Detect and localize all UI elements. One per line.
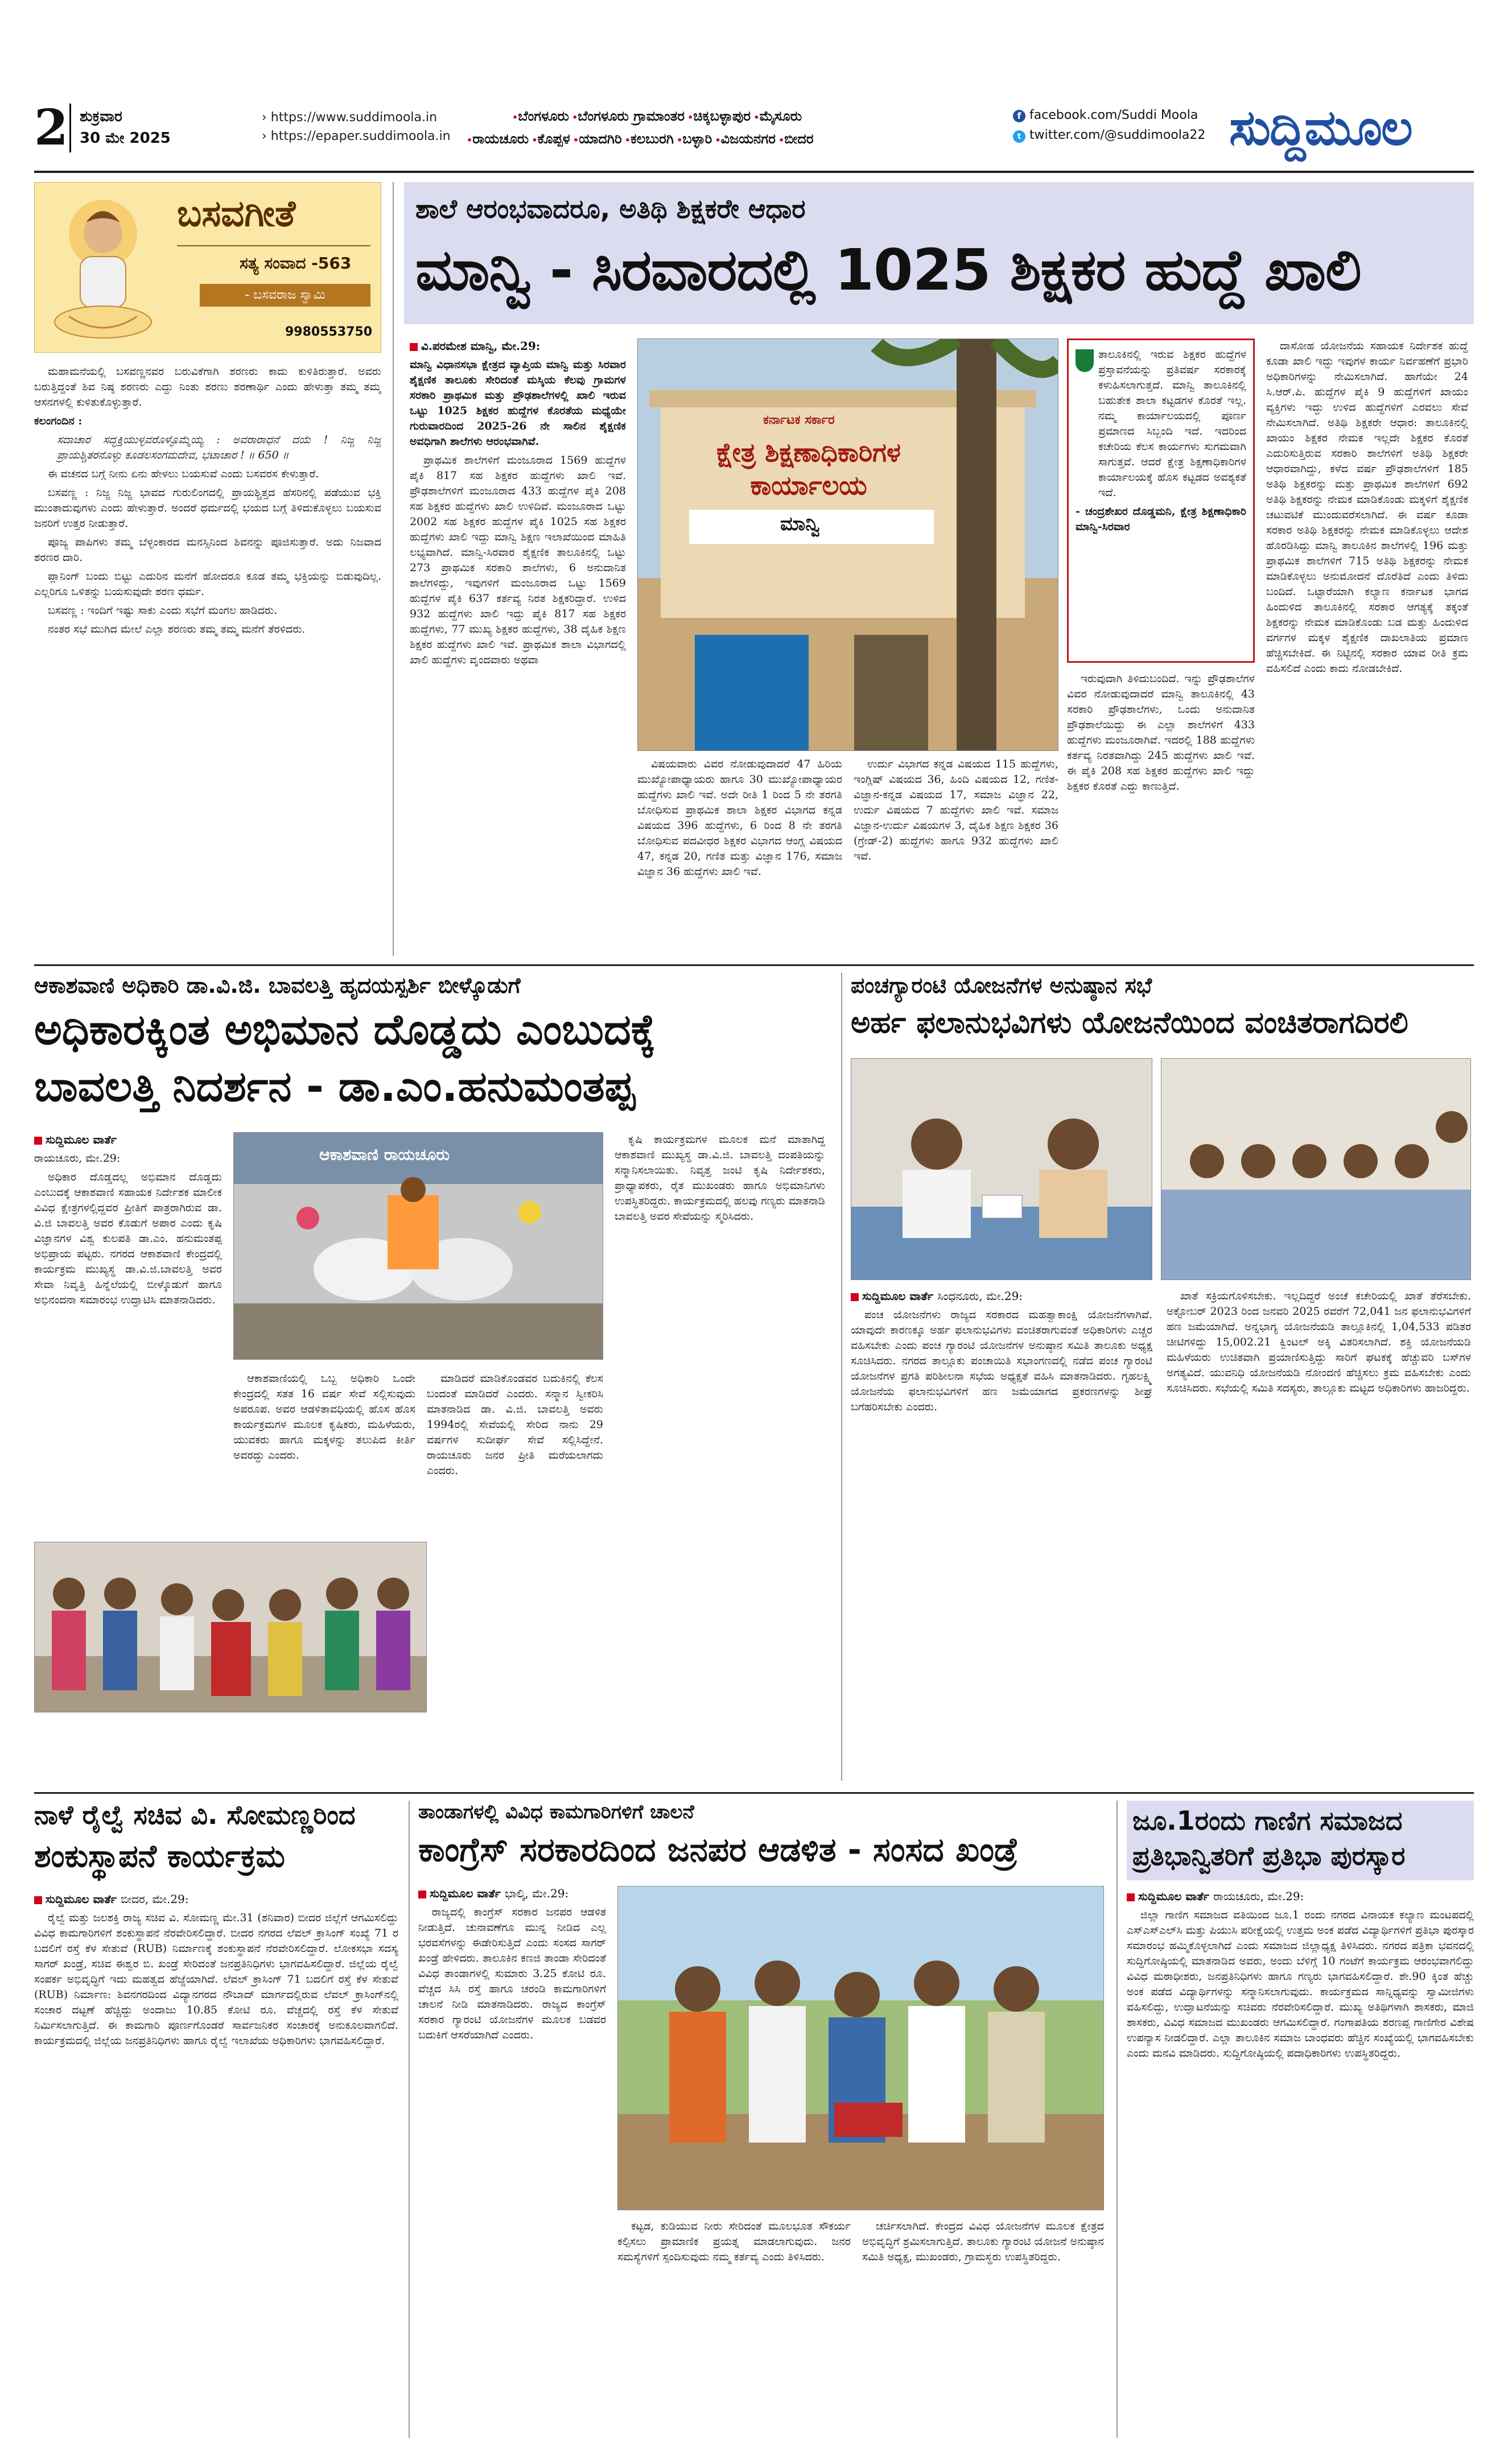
congress-article <box>418 1801 1107 2438</box>
lead-col5 <box>1266 339 1468 950</box>
page-number: 2 <box>34 99 68 156</box>
akashavani-photo-group <box>34 1542 427 1712</box>
group-photo-icon <box>35 1542 427 1712</box>
bullet-icon <box>34 1137 42 1145</box>
congress-col3 <box>862 2219 1104 2438</box>
lead-photo-office <box>637 339 1058 751</box>
quote-icon <box>1076 349 1094 372</box>
paragraph: ಮಾಡಿದರೆ ಮಾಡಿಕೊಂಡವರ ಬದುಕಿನಲ್ಲಿ ಕೆಲಸ ಬಂದಂತೆ ಮಾಡಿದರೆ ಎಂದರು. ಸನ್ಮಾನ ಸ್ವೀಕರಿಸಿ ಮಾತನಾಡಿದ ಡಾ. ವಿ.ಜಿ. ಬಾವಲತ್ತಿ ಅವರು 1994ರಲ್ಲಿ ಸೇವೆಯಲ್ಲಿ ಸೇರಿದ ನಾನು 29 ವರ್ಷಗಳ ಸುದೀರ್ಘ ಸೇವೆ ಸಲ್ಲಿಸಿದ್ದೇನೆ. ರಾಯಚೂರು ಜನರ ಪ್ರೀತಿ ಮರೆಯಲಾಗದು ಎಂದರು. <box>427 1372 603 1477</box>
city-list-row1: •ಬೆಂಗಳೂರು •ಬೆಂಗಳೂರು ಗ್ರಾಮಾಂತರ •ಚಿಕ್ಕಬಳ್ಳಾಪುರ •ಮೈಸೂರು <box>512 108 802 124</box>
city-item: ಬೆಂಗಳೂರು ಗ್ರಾಮಾಂತರ <box>578 108 685 124</box>
paragraph: ಈ ವಚನದ ಬಗ್ಗೆ ನೀನು ಏನು ಹೇಳಲು ಬಯಸುವೆ ಎಂದು ಬಸವರಸ ಕೇಳುತ್ತಾರೆ. <box>48 468 319 480</box>
dateline: ರಾಯಚೂರು, ಮೇ.29: <box>34 1152 121 1165</box>
lead-col1 <box>410 339 626 950</box>
basava-title: ಬಸವಗೀತೆ <box>177 193 296 235</box>
inauguration-photo-icon <box>618 1887 1104 2210</box>
paragraph: ನಂತರ ಸಭೆ ಮುಗಿದ ಮೇಲೆ ಎಲ್ಲಾ ಶರಣರು ತಮ್ಮ ತಮ್ಮ ಮನೆಗೆ ತೆರಳಿದರು. <box>48 623 306 635</box>
twitter-link[interactable]: t twitter.com/@suddimoola22 <box>1013 128 1205 143</box>
ganiga-body: ಸುದ್ದಿಮೂಲ ವಾರ್ತೆ ರಾಯಚೂರು, ಮೇ.29: ಜಿಲ್ಲಾ ಗಾಣಿಗ ಸಮಾಜದ ವತಿಯಿಂದ ಜೂ.1 ರಂದು ನಗರದ ವಿನಾಯಕ ಕಲ್ಯಾಣ ಮಂಟಪದಲ್ಲಿ ಎಸ್‌ಎಸ್‌ಎಲ್‌ಸಿ ಮತ್ತು ಪಿಯುಸಿ ಪರೀಕ್ಷೆಯಲ್ಲಿ ಉತ್ತಮ ಅಂಕ ಪಡೆದ ವಿದ್ಯಾರ್ಥಿಗಳಿಗೆ ಪ್ರತಿಭಾ ಪುರಸ್ಕಾರ ಸಮಾರಂಭ ಹಮ್ಮಿಕೊಳ್ಳಲಾಗಿದೆ ಎಂದು ಸಮಾಜದ ಜಿಲ್ಲಾಧ್ಯಕ್ಷ ತಿಳಿಸಿದರು. ನಗರದ ಪತ್ರಿಕಾ ಭವನದಲ್ಲಿ ಸುದ್ದಿಗೋಷ್ಠಿಯಲ್ಲಿ ಮಾತನಾಡಿದ ಅವರು, ಅಂದು ಬೆಳಿಗ್ಗೆ 10 ಗಂಟೆಗೆ ಕಾರ್ಯಕ್ರಮ ಆರಂಭವಾಗಲಿದ್ದು ವಿವಿಧ ಮಠಾಧೀಶರು, ಜನಪ್ರತಿನಿಧಿಗಳು ಹಾಗೂ ಗಣ್ಯರು ಭಾಗವಹಿಸಲಿದ್ದಾರೆ. ಶೇ.90 ಕ್ಕಿಂತ ಹೆಚ್ಚು ಅಂಕ ಪಡೆದ ವಿದ್ಯಾರ್ಥಿಗಳನ್ನು ಸನ್ಮಾನಿಸಲಾಗುವುದು. ಕಾರ್ಯಕ್ರಮದ ಸಾನ್ನಿಧ್ಯವನ್ನು ಸ್ವಾಮೀಜಿಗಳು ವಹಿಸಲಿದ್ದು, ಉದ್ಘಾಟನೆಯನ್ನು ಸಚಿವರು ನೆರವೇರಿಸಲಿದ್ದಾರೆ. ಮುಖ್ಯ ಅತಿಥಿಗಳಾಗಿ ಶಾಸಕರು, ಮಾಜಿ ಶಾಸಕರು, ವಿವಿಧ ಸಮಾಜದ ಮುಖಂಡರು ಆಗಮಿಸಲಿದ್ದಾರೆ. ಗಂಗಾಪತಿಯ ಶರಣಪ್ಪ ಗಾಣಿಗೇರ ವಿಶೇಷ ಉಪನ್ಯಾಸ ನೀಡಲಿದ್ದಾರೆ. ಎಲ್ಲಾ ತಾಲೂಕಿನ ಸಮಾಜ ಬಾಂಧವರು ಹೆಚ್ಚಿನ ಸಂಖ್ಯೆಯಲ್ಲಿ ಭಾಗವಹಿಸಬೇಕು ಎಂದು ಮನವಿ ಮಾಡಿದರು. ಸುದ್ದಿಗೋಷ್ಠಿಯಲ್ಲಿ ಪದಾಧಿಕಾರಿಗಳು ಉಪಸ್ಥಿತರಿದ್ದರು. <box>1127 1889 1474 2438</box>
paragraph: ಕಲಂಗಂದಿನ : <box>34 415 83 427</box>
guarantee-col1: ಸುದ್ದಿಮೂಲ ವಾರ್ತೆ ಸಿಂಧನೂರು, ಮೇ.29: ಪಂಚ ಯೋಜನೆಗಳು ರಾಜ್ಯದ ಸರಕಾರದ ಮಹತ್ವಾಕಾಂಕ್ಷಿ ಯೋಜನೆಗಳಾಗಿವೆ. ಯಾವುದೇ ಕಾರಣಕ್ಕೂ ಅರ್ಹ ಫಲಾನುಭವಿಗಳು ವಂಚಿತರಾಗುವಂತೆ ಅಧಿಕಾರಿಗಳು ಎಚ್ಚರ ವಹಿಸಬೇಕು ಎಂದು ಪಂಚ ಗ್ಯಾರಂಟಿ ಯೋಜನೆಗಳ ಅನುಷ್ಠಾನ ಸಮಿತಿ ತಾಲೂಕು ಅಧ್ಯಕ್ಷ ಸೂಚಿಸಿದರು. ನಗರದ ತಾಲ್ಲೂಕು ಪಂಚಾಯಿತಿ ಸಭಾಂಗಣದಲ್ಲಿ ನಡೆದ ಪಂಚ ಗ್ಯಾರಂಟಿ ಯೋಜನೆಗಳ ಪ್ರಗತಿ ಪರಿಶೀಲನಾ ಸಭೆಯ ಅಧ್ಯಕ್ಷತೆ ವಹಿಸಿ ಮಾತನಾಡಿದರು. ಗೃಹಲಕ್ಷ್ಮಿ ಯೋಜನೆಯ ಫಲಾನುಭವಿಗಳಿಗೆ ಹಣ ಜಮೆಯಾಗದ ಪ್ರಕರಣಗಳನ್ನು ಶೀಘ್ರ ಬಗೆಹರಿಸಬೇಕು ಎಂದರು. <box>851 1289 1152 1775</box>
paragraph: ಪ್ಲಾನಿಂಗ್ ಬಂದು ಬಿಟ್ಟು ಎದುರಿನ ಮನೆಗೆ ಹೋದರೂ ಕೂಡ ತಮ್ಮ ಭಕ್ತಿಯನ್ನು ಬಿಡುವುದಿಲ್ಲ. ಎಲ್ಲರಿಗೂ ಒಳಿತನ್ನು ಬಯಸುವುದೇ ಶರಣ ಧರ್ಮ. <box>34 570 381 598</box>
lead-col4 <box>1067 671 1255 950</box>
office-sign: ಕ್ಷೇತ್ರ ಶಿಕ್ಷಣಾಧಿಕಾರಿಗಳ ಕಾರ್ಯಾಲಯ <box>716 437 901 501</box>
basava-header <box>34 182 381 353</box>
office-sign-small: ಕರ್ನಾಟಕ ಸರ್ಕಾರ <box>763 413 835 427</box>
akashavani-article <box>34 973 831 1781</box>
guarantee-col2 <box>1167 1289 1471 1775</box>
bullock-cart-photo-icon <box>234 1133 603 1360</box>
city-item: ವಿಜಯನಗರ <box>720 131 776 147</box>
basava-geete-box <box>34 182 381 956</box>
paragraph: ವಿಷಯವಾರು ವಿವರ ನೋಡುವುದಾದರೆ 47 ಹಿರಿಯ ಮುಖ್ಯೋಪಾಧ್ಯಾಯರು ಹಾಗೂ 30 ಮುಖ್ಯೋಪಾಧ್ಯಾಯರ ಹುದ್ದೆಗಳು ಖಾಲಿ ಇವೆ. ಅದೇ ರೀತಿ 1 ರಿಂದ 5 ನೇ ತರಗತಿ ಬೋಧಿಸುವ ಪ್ರಾಥಮಿಕ ಶಾಲಾ ಶಿಕ್ಷಕರ ವಿಭಾಗದ ಕನ್ನಡ ವಿಷಯದ 396 ಹುದ್ದೆಗಳು, 6 ರಿಂದ 8 ನೇ ತರಗತಿ ಬೋಧಿಸುವ ಪದವೀಧರ ಶಿಕ್ಷಕರ ವಿಭಾಗದ ಆಂಗ್ಲ ವಿಷಯದ 47, ಕನ್ನಡ 20, ಗಣಿತ ಮತ್ತು ವಿಜ್ಞಾನ 176, ಸಮಾಜ ವಿಜ್ಞಾನ 36 ಹುದ್ದೆಗಳು ಖಾಲಿ ಇವೆ. <box>637 758 842 878</box>
lead-intro: ಮಾನ್ವಿ ವಿಧಾನಸಭಾ ಕ್ಷೇತ್ರದ ವ್ಯಾಪ್ತಿಯ ಮಾನ್ವಿ ಮತ್ತು ಸಿರವಾರ ಶೈಕ್ಷಣಿಕ ತಾಲೂಕು ಸೇರಿದಂತೆ ಮಸ್ಕಿಯ ಕೆಲವು ಗ್ರಾಮಗಳ ಸರಕಾರಿ ಪ್ರಾಥಮಿಕ ಮತ್ತು ಪ್ರೌಢಶಾಲೆಗಳಲ್ಲಿ ಖಾಲಿ ಇರುವ ಒಟ್ಟು 1025 ಶಿಕ್ಷಕರ ಹುದ್ದೆಗಳ ಕೊರತೆಯ ಮಧ್ಯೆಯೇ ಗುರುವಾರದಿಂದ 2025-26 ನೇ ಸಾಲಿನ ಶೈಕ್ಷಣಿಕ ಅವಧಿಗಾಗಿ ಶಾಲೆಗಳು ಆರಂಭವಾಗಿವೆ. <box>410 358 626 448</box>
akashavani-col2 <box>233 1371 415 1536</box>
lead-col2 <box>637 757 842 950</box>
guarantee-photo-meeting-1 <box>851 1058 1152 1280</box>
city-item: ಬೆಂಗಳೂರು <box>518 108 569 124</box>
lead-byline: ವಿ.ಪರಮೇಶ ಮಾನ್ವಿ, ಮೇ.29: <box>410 339 626 354</box>
bullet-icon <box>1127 1893 1135 1901</box>
paragraph: ರೈಲ್ವೆ ಮತ್ತು ಜಲಶಕ್ತಿ ರಾಜ್ಯ ಸಚಿವ ವಿ. ಸೋಮಣ್ಣ ಮೇ.31 (ಶನಿವಾರ) ಬೀದರ ಜಿಲ್ಲೆಗೆ ಆಗಮಿಸಲಿದ್ದು ವಿವಿಧ ಕಾಮಗಾರಿಗಳಿಗೆ ಶಂಕುಸ್ಥಾಪನೆ ನೆರವೇರಿಸಲಿದ್ದಾರೆ. ಬೀದರ ನಗರದ ಲೆವಲ್ ಕ್ರಾಸಿಂಗ್ ಸಂಖ್ಯೆ 71 ರ ಬದಲಿಗೆ ರಸ್ತೆ ಕೆಳ ಸೇತುವೆ (RUB) ನಿರ್ಮಾಣಕ್ಕೆ ಶಂಕುಸ್ಥಾಪನೆ ನೆರವೇರಿಸಲಿದ್ದಾರೆ. ಲೋಕಸಭಾ ಸದಸ್ಯ ಸಾಗರ್ ಖಂಡ್ರೆ, ಸಚಿವ ಈಶ್ವರ ಬಿ. ಖಂಡ್ರೆ ಸೇರಿದಂತೆ ಜನಪ್ರತಿನಿಧಿಗಳು ಭಾಗವಹಿಸಲಿದ್ದಾರೆ. ಜಿಲ್ಲೆಯ ರೈಲ್ವೆ ಸಂಪರ್ಕ ಅಭಿವೃದ್ಧಿಗೆ ಇದು ಮಹತ್ವದ ಹೆಜ್ಜೆಯಾಗಿದೆ. ಲೆವಲ್ ಕ್ರಾಸಿಂಗ್ 71 ಬದಲಿಗೆ ರಸ್ತೆ ಕೆಳ ಸೇತುವೆ (RUB) ನಿರ್ಮಾಣ: ಶಿವನಗರದಿಂದ ವಿದ್ಯಾನಗರದ ನೌಬಾದ್ ಮಾರ್ಗದಲ್ಲಿರುವ ಲೆವಲ್ ಕ್ರಾಸಿಂಗ್‌ನಲ್ಲಿ ಸಂಚಾರ ದಟ್ಟಣೆ ಹೆಚ್ಚಿದ್ದು ಅಂದಾಜು 10.85 ಕೋಟಿ ರೂ. ವೆಚ್ಚದಲ್ಲಿ ರಸ್ತೆ ಕೆಳ ಸೇತುವೆ ನಿರ್ಮಿಸಲಾಗುತ್ತಿದೆ. ಈ ಕಾಮಗಾರಿ ಪೂರ್ಣಗೊಂಡರೆ ಸಾರ್ವಜನಿಕರ ಸಂಚಾರಕ್ಕೆ ಅನುಕೂಲವಾಗಲಿದೆ. ಕಾರ್ಯಕ್ರಮದಲ್ಲಿ ಜಿಲ್ಲೆಯ ಜನಪ್ರತಿನಿಧಿಗಳು ಹಾಗೂ ರೈಲ್ವೆ ಇಲಾಖೆಯ ಅಧಿಕಾರಿಗಳು ಭಾಗವಹಿಸಲಿದ್ದಾರೆ. <box>34 1912 398 2047</box>
basavanna-portrait-icon <box>46 188 160 348</box>
guarantee-photo-meeting-2 <box>1161 1058 1471 1280</box>
basava-phone: 9980553750 <box>285 325 373 339</box>
akashavani-col4 <box>615 1132 825 1769</box>
ganiga-headline-1: ಜೂ.1ರಂದು ಗಾಣಿಗ ಸಮಾಜದ <box>1132 1805 1403 1836</box>
paragraph: ಜಿಲ್ಲಾ ಗಾಣಿಗ ಸಮಾಜದ ವತಿಯಿಂದ ಜೂ.1 ರಂದು ನಗರದ ವಿನಾಯಕ ಕಲ್ಯಾಣ ಮಂಟಪದಲ್ಲಿ ಎಸ್‌ಎಸ್‌ಎಲ್‌ಸಿ ಮತ್ತು ಪಿಯುಸಿ ಪರೀಕ್ಷೆಯಲ್ಲಿ ಉತ್ತಮ ಅಂಕ ಪಡೆದ ವಿದ್ಯಾರ್ಥಿಗಳಿಗೆ ಪ್ರತಿಭಾ ಪುರಸ್ಕಾರ ಸಮಾರಂಭ ಹಮ್ಮಿಕೊಳ್ಳಲಾಗಿದೆ ಎಂದು ಸಮಾಜದ ಜಿಲ್ಲಾಧ್ಯಕ್ಷ ತಿಳಿಸಿದರು. ನಗರದ ಪತ್ರಿಕಾ ಭವನದಲ್ಲಿ ಸುದ್ದಿಗೋಷ್ಠಿಯಲ್ಲಿ ಮಾತನಾಡಿದ ಅವರು, ಅಂದು ಬೆಳಿಗ್ಗೆ 10 ಗಂಟೆಗೆ ಕಾರ್ಯಕ್ರಮ ಆರಂಭವಾಗಲಿದ್ದು ವಿವಿಧ ಮಠಾಧೀಶರು, ಜನಪ್ರತಿನಿಧಿಗಳು ಹಾಗೂ ಗಣ್ಯರು ಭಾಗವಹಿಸಲಿದ್ದಾರೆ. ಶೇ.90 ಕ್ಕಿಂತ ಹೆಚ್ಚು ಅಂಕ ಪಡೆದ ವಿದ್ಯಾರ್ಥಿಗಳನ್ನು ಸನ್ಮಾನಿಸಲಾಗುವುದು. ಕಾರ್ಯಕ್ರಮದ ಸಾನ್ನಿಧ್ಯವನ್ನು ಸ್ವಾಮೀಜಿಗಳು ವಹಿಸಲಿದ್ದು, ಉದ್ಘಾಟನೆಯನ್ನು ಸಚಿವರು ನೆರವೇರಿಸಲಿದ್ದಾರೆ. ಮುಖ್ಯ ಅತಿಥಿಗಳಾಗಿ ಶಾಸಕರು, ಮಾಜಿ ಶಾಸಕರು, ವಿವಿಧ ಸಮಾಜದ ಮುಖಂಡರು ಆಗಮಿಸಲಿದ್ದಾರೆ. ಗಂಗಾಪತಿಯ ಶರಣಪ್ಪ ಗಾಣಿಗೇರ ವಿಶೇಷ ಉಪನ್ಯಾಸ ನೀಡಲಿದ್ದಾರೆ. ಎಲ್ಲಾ ತಾಲೂಕಿನ ಸಮಾಜ ಬಾಂಧವರು ಹೆಚ್ಚಿನ ಸಂಖ್ಯೆಯಲ್ಲಿ ಭಾಗವಹಿಸಬೇಕು ಎಂದು ಮನವಿ ಮಾಡಿದರು. ಸುದ್ದಿಗೋಷ್ಠಿಯಲ್ಲಿ ಪದಾಧಿಕಾರಿಗಳು ಉಪಸ್ಥಿತರಿದ್ದರು. <box>1127 1909 1474 2059</box>
newspaper-logo: ಸುದ್ದಿಮೂಲ <box>1229 100 1412 156</box>
city-item: ಬೀದರ <box>784 131 814 147</box>
railway-headline-2: ಶಂಕುಸ್ಥಾಪನೆ ಕಾರ್ಯಕ್ರಮ <box>34 1838 285 1874</box>
paragraph: ಖಾತೆ ಸಕ್ರಿಯಗೊಳಿಸಬೇಕು. ಇಲ್ಲದಿದ್ದರೆ ಅಂಚೆ ಕಚೇರಿಯಲ್ಲಿ ಖಾತೆ ತೆರೆಸಬೇಕು. ಅಕ್ಟೋಬರ್ 2023 ರಿಂದ ಜನವರಿ 2025 ರವರೆಗೆ 72,041 ಜನ ಫಲಾನುಭವಿಗಳಿಗೆ ಹಣ ಜಮೆಯಾಗಿದೆ. ಅನ್ನಭಾಗ್ಯ ಯೋಜನೆಯಡಿ ತಾಲ್ಲೂಕಿನಲ್ಲಿ 1,04,533 ಪಡಿತರ ಚೀಟಿಗಳಿದ್ದು 15,002.21 ಕ್ವಿಂಟಲ್ ಅಕ್ಕಿ ವಿತರಿಸಲಾಗಿದೆ. ಶಕ್ತಿ ಯೋಜನೆಯಡಿ ಮಹಿಳೆಯರು ಉಚಿತವಾಗಿ ಪ್ರಯಾಣಿಸುತ್ತಿದ್ದು ಸಾರಿಗೆ ಘಟಕಕ್ಕೆ ಹೆಚ್ಚುವರಿ ಬಸ್‌ಗಳ ಅಗತ್ಯವಿದೆ. ಯುವನಿಧಿ ಯೋಜನೆಯಡಿ ನೋಂದಣಿ ಹೆಚ್ಚಿಸಲು ಕ್ರಮ ವಹಿಸಬೇಕು ಎಂದು ಸೂಚಿಸಿದರು. ಸಭೆಯಲ್ಲಿ ಸಮಿತಿ ಸದಸ್ಯರು, ತಾಲ್ಲೂಕು ಮಟ್ಟದ ಅಧಿಕಾರಿಗಳು ಹಾಜರಿದ್ದರು. <box>1167 1290 1471 1394</box>
railway-headline-1: ನಾಳೆ ರೈಲ್ವೆ ಸಚಿವ ವಿ. ಸೋಮಣ್ಣರಿಂದ <box>34 1799 356 1830</box>
issue-day: ಶುಕ್ರವಾರ <box>80 108 122 125</box>
bullet-icon <box>410 343 418 351</box>
lead-quote: ತಾಲೂಕಿನಲ್ಲಿ ಇರುವ ಶಿಕ್ಷಕರ ಹುದ್ದೆಗಳ ಪ್ರಸ್ತಾವನೆಯನ್ನು ಪ್ರತಿವರ್ಷ ಸರಕಾರಕ್ಕೆ ಕಳುಹಿಸಲಾಗುತ್ತದೆ. ಮಾನ್ವಿ ತಾಲೂಕಿನಲ್ಲಿ ಬಹುತೇಕ ಶಾಲಾ ಕಟ್ಟಡಗಳ ಕೊರತೆ ಇಲ್ಲ. ನಮ್ಮ ಕಾರ್ಯಾಲಯದಲ್ಲಿ ಪೂರ್ಣ ಪ್ರಮಾಣದ ಸಿಬ್ಬಂದಿ ಇದೆ. ಇದರಿಂದ ಕಚೇರಿಯ ಕೆಲಸ ಕಾರ್ಯಗಳು ಸುಗಮವಾಗಿ ಸಾಗುತ್ತವೆ. ಆದರೆ ಕ್ಷೇತ್ರ ಶಿಕ್ಷಣಾಧಿಕಾರಿಗಳ ಕಾರ್ಯಾಲಯಕ್ಕೆ ಹೊಸ ಕಟ್ಟಡದ ಅವಶ್ಯಕತೆ ಇದೆ. <box>1098 348 1246 499</box>
paragraph: ದಾಸೋಹ ಯೋಜನೆಯ ಸಹಾಯಕ ನಿರ್ದೇಶಕ ಹುದ್ದೆ ಕೂಡಾ ಖಾಲಿ ಇದ್ದು ಇವುಗಳ ಕಾರ್ಯ ನಿರ್ವಹಣೆಗೆ ಪ್ರಭಾರಿ ಅಧಿಕಾರಿಗಳನ್ನು ನೇಮಿಸಲಾಗಿದೆ. ಹಾಗೆಯೇ 24 ಸಿ.ಆರ್.ಪಿ. ಹುದ್ದೆಗಳ ಪೈಕಿ 9 ಹುದ್ದೆಗಳಿಗೆ ಖಾಯಂ ವ್ಯಕ್ತಿಗಳು ಇದ್ದು ಉಳಿದ ಹುದ್ದೆಗಳಿಗೆ ಎರವಲು ಸೇವೆ ನೇಮಿಸಲಾಗಿದೆ. ಅತಿಥಿ ಶಿಕ್ಷಕರೇ ಆಧಾರ: ತಾಲೂಕಿನಲ್ಲಿ ಖಾಯಂ ಶಿಕ್ಷಕರ ನೇಮಕ ಇಲ್ಲದೇ ಶಿಕ್ಷಕರ ಕೊರತೆ ಎದುರಿಸುತ್ತಿರುವ ಸರಕಾರಿ ಶಾಲೆಗಳಿಗೆ ಅತಿಥಿ ಶಿಕ್ಷಕರೇ ಆಧಾರವಾಗಿದ್ದು, ಕಳೆದ ವರ್ಷ ಪ್ರೌಢಶಾಲೆಗಳಿಗೆ 185 ಅತಿಥಿ ಶಿಕ್ಷಕರನ್ನು ಮತ್ತು ಪ್ರಾಥಮಿಕ ಶಾಲೆಗಳಿಗೆ 692 ಅತಿಥಿ ಶಿಕ್ಷಕರನ್ನು ನೇಮಕ ಮಾಡಿಕೊಂಡು ಮಕ್ಕಳಿಗೆ ಶೈಕ್ಷಣಿಕ ಚಟುವಟಿಕೆ ಮುಂದುವರೆಸಲಾಗಿದೆ. ಈ ವರ್ಷ ಕೂಡಾ ಸರಕಾರ ಅತಿಥಿ ಶಿಕ್ಷಕರನ್ನು ನೇಮಕ ಮಾಡಿಕೊಳ್ಳಲು ಆದೇಶ ಹೊರಡಿಸಿದ್ದು ಮಾನ್ವಿ ತಾಲೂಕಿನ ಶಾಲೆಗಳಲ್ಲಿ 196 ಮತ್ತು ಪ್ರಾಥಮಿಕ ಶಾಲೆಗಳಿಗೆ 715 ಅತಿಥಿ ಶಿಕ್ಷಕರನ್ನು ನೇಮಕ ಮಾಡಿಕೊಳ್ಳಲು ಅನುಮೋದನೆ ದೊರೆತಿದೆ ಎಂದು ತಿಳಿದು ಬಂದಿದೆ. ಒಟ್ಟಾರೆಯಾಗಿ ಕಲ್ಯಾಣ ಕರ್ನಾಟಕ ಭಾಗದ ಹಿಂದುಳಿದ ತಾಲೂಕಿನಲ್ಲಿ ಸರಕಾರ ಆಗತ್ಯಕ್ಕೆ ತಕ್ಕಂತೆ ಶಿಕ್ಷಕರನ್ನು ನೇಮಕ ಮಾಡಿಕೊಂಡು ಬಡ ಮತ್ತು ಹಿಂದುಳಿದ ವರ್ಗಗಳ ಮಕ್ಕಳ ಶೈಕ್ಷಣಿಕ ದಾಖಲಾತಿಯ ಪ್ರಮಾಣ ಹೆಚ್ಚಿಸಬೇಕಿದೆ. ಈ ನಿಟ್ಟಿನಲ್ಲಿ ಸರಕಾರ ಯಾವ ರೀತಿ ಕ್ರಮ ವಹಿಸಲಿದೆ ಎಂದು ಕಾದು ನೋಡಬೇಕಿದೆ. <box>1266 340 1468 675</box>
guarantee-kicker: ಪಂಚಗ್ಯಾರಂಟಿ ಯೋಜನೆಗಳ ಅನುಷ್ಠಾನ ಸಭೆ <box>851 973 1152 998</box>
guarantee-article <box>851 973 1474 1781</box>
twitter-icon: t <box>1013 130 1025 143</box>
akashavani-headline-1: ಅಧಿಕಾರಕ್ಕಿಂತ ಅಭಿಮಾನ ದೊಡ್ಡದು ಎಂಬುದಕ್ಕೆ <box>34 1005 656 1054</box>
lead-kicker: ಶಾಲೆ ಆರಂಭವಾದರೂ, ಅತಿಥಿ ಶಿಕ್ಷಕರೇ ಆಧಾರ <box>415 193 806 224</box>
akashavani-col1: ಸುದ್ದಿಮೂಲ ವಾರ್ತೆ ರಾಯಚೂರು, ಮೇ.29: ಅಧಿಕಾರ ದೊಡ್ಡದಲ್ಲ ಅಭಿಮಾನ ದೊಡ್ಡದು ಎಂಬುದಕ್ಕೆ ಆಕಾಶವಾಣಿ ಸಹಾಯಕ ನಿರ್ದೇಶಕ ಮಾಲೀಕ ವಿವಿಧ ಕ್ಷೇತ್ರಗಳಲ್ಲಿದ್ದವರ ಪ್ರೀತಿಗೆ ಪಾತ್ರರಾಗಿರುವ ಡಾ. ವಿ.ಜಿ ಬಾವಲತ್ತಿ ಅವರ ಕೊಡುಗೆ ಅಪಾರ ಎಂದು ಕೃಷಿ ವಿಜ್ಞಾನಗಳ ವಿಶ್ವ ಕುಲಪತಿ ಡಾ.ಎಂ. ಹನುಮಂತಪ್ಪ ಅಭಿಪ್ರಾಯ ಪಟ್ಟರು. ನಗರದ ಆಕಾಶವಾಣಿ ಕೇಂದ್ರದಲ್ಲಿ ಕಾರ್ಯಕ್ರಮ ಮುಖ್ಯಸ್ಥ ಡಾ.ವಿ.ಜಿ.ಬಾವಲತ್ತಿ ಅವರ ಸೇವಾ ನಿವೃತ್ತಿ ಹಿನ್ನೆಲೆಯಲ್ಲಿ ಬೀಳ್ಕೊಡುಗೆ ಹಾಗೂ ಅಭಿನಂದನಾ ಸಮಾರಂಭ ಉದ್ಘಾಟಿಸಿ ಮಾತನಾಡಿದರು. <box>34 1132 222 1781</box>
railway-article <box>34 1801 398 2438</box>
city-list-row2: •ರಾಯಚೂರು •ಕೊಪ್ಪಳ •ಯಾದಗಿರಿ •ಕಲಬುರಗಿ •ಬಳ್ಳಾರಿ •ವಿಜಯನಗರ •ಬೀದರ <box>467 131 814 147</box>
chevron-right-icon: › <box>262 129 271 143</box>
paragraph: ಉರ್ದು ವಿಭಾಗದ ಕನ್ನಡ ವಿಷಯದ 115 ಹುದ್ದೆಗಳು, ಇಂಗ್ಲಿಷ್ ವಿಷಯದ 36, ಹಿಂದಿ ವಿಷಯದ 12, ಗಣಿತ-ವಿಜ್ಞಾನ-ಕನ್ನಡ ವಿಷಯದ 17, ಸಮಾಜ ವಿಜ್ಞಾನ 22, ಉರ್ದು ವಿಷಯದ 7 ಹುದ್ದೆಗಳು ಖಾಲಿ ಇವೆ. ಸಮಾಜ ವಿಜ್ಞಾನ-ಉರ್ದು ವಿಷಯಗಳ 3, ದೈಹಿಕ ಶಿಕ್ಷಣ ಶಿಕ್ಷಕರ 36 (ಗ್ರೇಡ್-2) ಹುದ್ದೆಗಳು ಹಾಗೂ 932 ಹುದ್ದೆಗಳು ಖಾಲಿ ಇವೆ. <box>854 758 1058 862</box>
bullet-icon <box>851 1293 859 1301</box>
paragraph: ಆಕಾಶವಾಣಿಯಲ್ಲಿ ಒಬ್ಬ ಅಧಿಕಾರಿ ಒಂದೇ ಕೇಂದ್ರದಲ್ಲಿ ಸತತ 16 ವರ್ಷ ಸೇವೆ ಸಲ್ಲಿಸುವುದು ಅಪರೂಪ. ಅವರ ಆಡಳಿತಾವಧಿಯಲ್ಲಿ ಹೊಸ ಹೊಸ ಕಾರ್ಯಕ್ರಮಗಳ ಮೂಲಕ ಕೃಷಿಕರು, ಮಹಿಳೆಯರು, ಯುವಕರು ಹಾಗೂ ಮಕ್ಕಳನ್ನು ತಲುಪಿದ ಕೀರ್ತಿ ಅವರದ್ದು ಎಂದರು. <box>233 1372 415 1462</box>
paragraph: ಪ್ರಾಥಮಿಕ ಶಾಲೆಗಳಿಗೆ ಮಂಜೂರಾದ 1569 ಹುದ್ದೆಗಳ ಪೈಕಿ 817 ಸಹ ಶಿಕ್ಷಕರ ಹುದ್ದೆಗಳು ಖಾಲಿ ಇವೆ. ಪ್ರೌಢಶಾಲೆಗಳಿಗೆ ಮಂಜೂರಾದ 433 ಹುದ್ದೆಗಳ ಪೈಕಿ 208 ಸಹ ಶಿಕ್ಷಕರ ಹುದ್ದೆಗಳು ಖಾಲಿ ಉಳಿದಿವೆ. ಮಂಜೂರಾದ ಒಟ್ಟು 2002 ಸಹ ಶಿಕ್ಷಕರ ಹುದ್ದೆಗಳ ಪೈಕಿ 1025 ಸಹ ಶಿಕ್ಷಕರ ಹುದ್ದೆಗಳು ಖಾಲಿ ಇದ್ದು ಮಾನ್ವಿ ಶಿಕ್ಷಣ ಇಲಾಖೆಯಿಂದ ಮಾಹಿತಿ ಲಭ್ಯವಾಗಿದೆ. ಮಾನ್ವಿ-ಸಿರವಾರ ಶೈಕ್ಷಣಿಕ ತಾಲೂಕಿನಲ್ಲಿ ಒಟ್ಟು 273 ಪ್ರಾಥಮಿಕ ಸರಕಾರಿ ಶಾಲೆಗಳು, 6 ಅನುದಾನಿತ ಶಾಲೆಗಳಿದ್ದು, ಇವುಗಳಿಗೆ ಮಂಜೂರಾದ ಒಟ್ಟು 1569 ಹುದ್ದೆಗಳ ಪೈಕಿ 637 ಕರ್ತವ್ಯ ನಿರತ ಶಿಕ್ಷಕರಿದ್ದಾರೆ. ಉಳಿದ 932 ಹುದ್ದೆಗಳು ಖಾಲಿ ಇದ್ದು ಪೈಕಿ 817 ಸಹ ಶಿಕ್ಷಕರ ಹುದ್ದೆಗಳು, 77 ಮುಖ್ಯ ಶಿಕ್ಷಕರ ಹುದ್ದೆಗಳು, 38 ದೈಹಿಕ ಶಿಕ್ಷಣ ಶಿಕ್ಷಕರ ಹುದ್ದೆಗಳು ಖಾಲಿ ಇವೆ. ಪ್ರಾಥಮಿಕ ಶಾಲಾ ವಿಭಾಗದಲ್ಲಿ ಖಾಲಿ ಹುದ್ದೆಗಳು ವೃಂದವಾರು ಅಥವಾ <box>410 454 626 666</box>
congress-col2 <box>617 2219 851 2438</box>
city-item: ಕಲಬುರಗಿ <box>630 131 674 147</box>
congress-col1: ಸುದ್ದಿಮೂಲ ವಾರ್ತೆ ಭಾಲ್ಕಿ, ಮೇ.29: ರಾಜ್ಯದಲ್ಲಿ ಕಾಂಗ್ರೆಸ್ ಸರಕಾರ ಜನಪರ ಆಡಳಿತ ನೀಡುತ್ತಿದೆ. ಚುನಾವಣೆಗೂ ಮುನ್ನ ನೀಡಿದ ಎಲ್ಲ ಭರವಸೆಗಳನ್ನು ಈಡೇರಿಸುತ್ತಿದೆ ಎಂದು ಸಂಸದ ಸಾಗರ್ ಖಂಡ್ರೆ ಹೇಳಿದರು. ತಾಲೂಕಿನ ಕಣಜಿ ತಾಂಡಾ ಸೇರಿದಂತೆ ವಿವಿಧ ತಾಂಡಾಗಳಲ್ಲಿ ಸುಮಾರು 3.25 ಕೋಟಿ ರೂ. ವೆಚ್ಚದ ಸಿಸಿ ರಸ್ತೆ ಹಾಗೂ ಚರಂಡಿ ಕಾಮಗಾರಿಗಳಿಗೆ ಚಾಲನೆ ನೀಡಿ ಮಾತನಾಡಿದರು. ರಾಜ್ಯದ ಕಾಂಗ್ರೆಸ್ ಸರಕಾರ ಗ್ಯಾರಂಟಿ ಯೋಜನೆಗಳ ಮೂಲಕ ಬಡವರ ಬದುಕಿಗೆ ಆಸರೆಯಾಗಿದೆ ಎಂದರು. <box>418 1886 606 2438</box>
paragraph: ಸದಾಚಾರ ಸದ್ಭಕ್ತಿಯುಳ್ಳವರೊಳ್ಳೊಮ್ಮೆಯ್ಯ : ಅವರಾರಾಧನೆ ದಯೆ ! ನಿಜ್ಜ ನಿಜ್ಜ ಪ್ರಾಯಶ್ಚಿತರನೊಳ್ಳು ಕೂಡಲಸಂಗಮದೇವ, ಭಟಾಚಾರ ! ॥ 650 ॥ <box>57 434 381 461</box>
city-item: ಚಿಕ್ಕಬಳ್ಳಾಪುರ <box>693 108 751 124</box>
bullet-icon <box>34 1896 42 1904</box>
building-photo-icon <box>638 339 1058 751</box>
office-sign-sub: ಮಾನ್ವಿ <box>780 513 820 535</box>
akashavani-col3 <box>427 1371 603 1769</box>
masthead <box>34 97 1474 165</box>
congress-photo <box>617 1886 1104 2210</box>
facebook-link[interactable]: f facebook.com/Suddi Moola <box>1013 108 1205 122</box>
railway-body: ಸುದ್ದಿಮೂಲ ವಾರ್ತೆ ಬೀದರ, ಮೇ.29: ರೈಲ್ವೆ ಮತ್ತು ಜಲಶಕ್ತಿ ರಾಜ್ಯ ಸಚಿವ ವಿ. ಸೋಮಣ್ಣ ಮೇ.31 (ಶನಿವಾರ) ಬೀದರ ಜಿಲ್ಲೆಗೆ ಆಗಮಿಸಲಿದ್ದು ವಿವಿಧ ಕಾಮಗಾರಿಗಳಿಗೆ ಶಂಕುಸ್ಥಾಪನೆ ನೆರವೇರಿಸಲಿದ್ದಾರೆ. ಬೀದರ ನಗರದ ಲೆವಲ್ ಕ್ರಾಸಿಂಗ್ ಸಂಖ್ಯೆ 71 ರ ಬದಲಿಗೆ ರಸ್ತೆ ಕೆಳ ಸೇತುವೆ (RUB) ನಿರ್ಮಾಣಕ್ಕೆ ಶಂಕುಸ್ಥಾಪನೆ ನೆರವೇರಿಸಲಿದ್ದಾರೆ. ಲೋಕಸಭಾ ಸದಸ್ಯ ಸಾಗರ್ ಖಂಡ್ರೆ, ಸಚಿವ ಈಶ್ವರ ಬಿ. ಖಂಡ್ರೆ ಸೇರಿದಂತೆ ಜನಪ್ರತಿನಿಧಿಗಳು ಭಾಗವಹಿಸಲಿದ್ದಾರೆ. ಜಿಲ್ಲೆಯ ರೈಲ್ವೆ ಸಂಪರ್ಕ ಅಭಿವೃದ್ಧಿಗೆ ಇದು ಮಹತ್ವದ ಹೆಜ್ಜೆಯಾಗಿದೆ. ಲೆವಲ್ ಕ್ರಾಸಿಂಗ್ 71 ಬದಲಿಗೆ ರಸ್ತೆ ಕೆಳ ಸೇತುವೆ (RUB) ನಿರ್ಮಾಣ: ಶಿವನಗರದಿಂದ ವಿದ್ಯಾನಗರದ ನೌಬಾದ್ ಮಾರ್ಗದಲ್ಲಿರುವ ಲೆವಲ್ ಕ್ರಾಸಿಂಗ್‌ನಲ್ಲಿ ಸಂಚಾರ ದಟ್ಟಣೆ ಹೆಚ್ಚಿದ್ದು ಅಂದಾಜು 10.85 ಕೋಟಿ ರೂ. ವೆಚ್ಚದಲ್ಲಿ ರಸ್ತೆ ಕೆಳ ಸೇತುವೆ ನಿರ್ಮಿಸಲಾಗುತ್ತಿದೆ. ಈ ಕಾಮಗಾರಿ ಪೂರ್ಣಗೊಂಡರೆ ಸಾರ್ವಜನಿಕರ ಸಂಚಾರಕ್ಕೆ ಅನುಕೂಲವಾಗಲಿದೆ. ಕಾರ್ಯಕ್ರಮದಲ್ಲಿ ಜಿಲ್ಲೆಯ ಜನಪ್ರತಿನಿಧಿಗಳು ಹಾಗೂ ರೈಲ್ವೆ ಇಲಾಖೆಯ ಅಧಿಕಾರಿಗಳು ಭಾಗವಹಿಸಲಿದ್ದಾರೆ. <box>34 1892 398 2438</box>
guarantee-headline: ಅರ್ಹ ಫಲಾನುಭವಿಗಳು ಯೋಜನೆಯಿಂದ ವಂಚಿತರಾಗದಿರಲಿ <box>851 1006 1408 1040</box>
lead-quote-box <box>1067 339 1255 663</box>
paragraph: ಬಸವಣ್ಣ : ಇಂದಿಗೆ ಇಷ್ಟು ಸಾಕು ಎಂದು ಸಭೆಗೆ ಮಂಗಲ ಹಾಡಿದರು. <box>48 604 278 617</box>
city-item: ಮೈಸೂರು <box>759 108 802 124</box>
city-item: ಕೊಪ್ಪಳ <box>537 131 570 147</box>
basava-body <box>34 364 381 950</box>
congress-kicker: ತಾಂಡಾಗಳಲ್ಲಿ ವಿವಿಧ ಕಾಮಗಾರಿಗಳಿಗೆ ಚಾಲನೆ <box>418 1801 694 1823</box>
bullet-icon <box>418 1891 426 1898</box>
akashavani-headline-2: ಬಾವಲತ್ತಿ ನಿದರ್ಶನ - ಡಾ.ಎಂ.ಹನುಮಂತಪ್ಪ <box>34 1062 635 1111</box>
paragraph: ಪಂಚ ಯೋಜನೆಗಳು ರಾಜ್ಯದ ಸರಕಾರದ ಮಹತ್ವಾಕಾಂಕ್ಷಿ ಯೋಜನೆಗಳಾಗಿವೆ. ಯಾವುದೇ ಕಾರಣಕ್ಕೂ ಅರ್ಹ ಫಲಾನುಭವಿಗಳು ವಂಚಿತರಾಗುವಂತೆ ಅಧಿಕಾರಿಗಳು ಎಚ್ಚರ ವಹಿಸಬೇಕು ಎಂದು ಪಂಚ ಗ್ಯಾರಂಟಿ ಯೋಜನೆಗಳ ಅನುಷ್ಠಾನ ಸಮಿತಿ ತಾಲೂಕು ಅಧ್ಯಕ್ಷ ಸೂಚಿಸಿದರು. ನಗರದ ತಾಲ್ಲೂಕು ಪಂಚಾಯಿತಿ ಸಭಾಂಗಣದಲ್ಲಿ ನಡೆದ ಪಂಚ ಗ್ಯಾರಂಟಿ ಯೋಜನೆಗಳ ಪ್ರಗತಿ ಪರಿಶೀಲನಾ ಸಭೆಯ ಅಧ್ಯಕ್ಷತೆ ವಹಿಸಿ ಮಾತನಾಡಿದರು. ಗೃಹಲಕ್ಷ್ಮಿ ಯೋಜನೆಯ ಫಲಾನುಭವಿಗಳಿಗೆ ಹಣ ಜಮೆಯಾಗದ ಪ್ರಕರಣಗಳನ್ನು ಶೀಘ್ರ ಬಗೆಹರಿಸಬೇಕು ಎಂದರು. <box>851 1309 1152 1413</box>
ganiga-article <box>1127 1801 1474 2438</box>
akashavani-kicker: ಆಕಾಶವಾಣಿ ಅಧಿಕಾರಿ ಡಾ.ವಿ.ಜಿ. ಬಾವಲತ್ತಿ ಹೃದಯಸ್ಪರ್ಶಿ ಬೀಳ್ಕೊಡುಗೆ <box>34 973 521 998</box>
lead-headline: ಮಾನ್ವಿ - ಸಿರವಾರದಲ್ಲಿ 1025 ಶಿಕ್ಷಕರ ಹುದ್ದೆ ಖಾಲಿ <box>415 237 1361 303</box>
paragraph: ರಾಜ್ಯದಲ್ಲಿ ಕಾಂಗ್ರೆಸ್ ಸರಕಾರ ಜನಪರ ಆಡಳಿತ ನೀಡುತ್ತಿದೆ. ಚುನಾವಣೆಗೂ ಮುನ್ನ ನೀಡಿದ ಎಲ್ಲ ಭರವಸೆಗಳನ್ನು ಈಡೇರಿಸುತ್ತಿದೆ ಎಂದು ಸಂಸದ ಸಾಗರ್ ಖಂಡ್ರೆ ಹೇಳಿದರು. ತಾಲೂಕಿನ ಕಣಜಿ ತಾಂಡಾ ಸೇರಿದಂತೆ ವಿವಿಧ ತಾಂಡಾಗಳಲ್ಲಿ ಸುಮಾರು 3.25 ಕೋಟಿ ರೂ. ವೆಚ್ಚದ ಸಿಸಿ ರಸ್ತೆ ಹಾಗೂ ಚರಂಡಿ ಕಾಮಗಾರಿಗಳಿಗೆ ಚಾಲನೆ ನೀಡಿ ಮಾತನಾಡಿದರು. ರಾಜ್ಯದ ಕಾಂಗ್ರೆಸ್ ಸರಕಾರ ಗ್ಯಾರಂಟಿ ಯೋಜನೆಗಳ ಮೂಲಕ ಬಡವರ ಬದುಕಿಗೆ ಆಸರೆಯಾಗಿದೆ ಎಂದರು. <box>418 1906 606 2041</box>
lead-article <box>404 182 1474 956</box>
issue-date: 30 ಮೇ 2025 <box>80 130 171 147</box>
paragraph: ಇರುವುದಾಗಿ ತಿಳಿದುಬಂದಿದೆ. ಇನ್ನು ಪ್ರೌಢಶಾಲೆಗಳ ವಿವರ ನೋಡುವುದಾದರೆ ಮಾನ್ವಿ ತಾಲೂಕಿನಲ್ಲಿ 43 ಸರಕಾರಿ ಪ್ರೌಢಶಾಲೆಗಳು, ಒಂದು ಅನುದಾನಿತ ಪ್ರೌಢಶಾಲೆಯಿದ್ದು ಈ ಎಲ್ಲಾ ಶಾಲೆಗಳಿಗೆ 433 ಹುದ್ದೆಗಳು ಮಂಜೂರಾಗಿವೆ. ಇದರಲ್ಲಿ 188 ಹುದ್ದೆಗಳು ಕರ್ತವ್ಯ ನಿರತವಾಗಿದ್ದು 245 ಹುದ್ದೆಗಳು ಖಾಲಿ ಇವೆ. ಈ ಪೈಕಿ 208 ಸಹ ಶಿಕ್ಷಕರ ಹುದ್ದೆಗಳು ಖಾಲಿ ಇದ್ದು ಶಿಕ್ಷಕರ ಕೊರತೆ ಎದ್ದು ಕಾಣುತ್ತಿದೆ. <box>1067 672 1255 793</box>
facebook-icon: f <box>1013 110 1025 122</box>
city-item: ರಾಯಚೂರು <box>472 131 529 147</box>
ganiga-headline-2: ಪ್ರತಿಭಾನ್ವಿತರಿಗೆ ಪ್ರತಿಭಾ ಪುರಸ್ಕಾರ <box>1132 1840 1406 1871</box>
paragraph: ಅಧಿಕಾರ ದೊಡ್ಡದಲ್ಲ ಅಭಿಮಾನ ದೊಡ್ಡದು ಎಂಬುದಕ್ಕೆ ಆಕಾಶವಾಣಿ ಸಹಾಯಕ ನಿರ್ದೇಶಕ ಮಾಲೀಕ ವಿವಿಧ ಕ್ಷೇತ್ರಗಳಲ್ಲಿದ್ದವರ ಪ್ರೀತಿಗೆ ಪಾತ್ರರಾಗಿರುವ ಡಾ. ವಿ.ಜಿ ಬಾವಲತ್ತಿ ಅವರ ಕೊಡುಗೆ ಅಪಾರ ಎಂದು ಕೃಷಿ ವಿಜ್ಞಾನಗಳ ವಿಶ್ವ ಕುಲಪತಿ ಡಾ.ಎಂ. ಹನುಮಂತಪ್ಪ ಅಭಿಪ್ರಾಯ ಪಟ್ಟರು. ನಗರದ ಆಕಾಶವಾಣಿ ಕೇಂದ್ರದಲ್ಲಿ ಕಾರ್ಯಕ್ರಮ ಮುಖ್ಯಸ್ಥ ಡಾ.ವಿ.ಜಿ.ಬಾವಲತ್ತಿ ಅವರ ಸೇವಾ ನಿವೃತ್ತಿ ಹಿನ್ನೆಲೆಯಲ್ಲಿ ಬೀಳ್ಕೊಡುಗೆ ಹಾಗೂ ಅಭಿನಂದನಾ ಸಮಾರಂಭ ಉದ್ಘಾಟಿಸಿ ಮಾತನಾಡಿದರು. <box>34 1171 222 1306</box>
congress-headline: ಕಾಂಗ್ರೆಸ್ ಸರಕಾರದಿಂದ ಜನಪರ ಆಡಳಿತ - ಸಂಸದ ಖಂಡ್ರೆ <box>418 1830 1018 1869</box>
website-link[interactable]: › https://www.suddimoola.in <box>262 110 438 125</box>
paragraph: ಮಹಾಮನೆಯಲ್ಲಿ ಬಸವಣ್ಣನವರ ಬರುವಿಕೆಗಾಗಿ ಶರಣರು ಕಾದು ಕುಳಿತಿರುತ್ತಾರೆ. ಅವರು ಬರುತ್ತಿದ್ದಂತೆ ಶಿವ ನಿಷ್ಠ ಶರಣರು ಎದ್ದು ನಿಂತು ಶರಣು ಶರಣಾರ್ಥಿ ಎಂದು ಹೇಳುತ್ತಾ ತಮ್ಮ ತಮ್ಮ ಆಸನಗಳಲ್ಲಿ ಕುಳಿತುಕೊಳ್ಳುತ್ತಾರೆ. <box>34 365 381 408</box>
city-item: ಯಾದಗಿರಿ <box>579 131 622 147</box>
city-item: ಬಳ್ಳಾರಿ <box>682 131 712 147</box>
chevron-right-icon: › <box>262 110 271 125</box>
lead-col3 <box>854 757 1058 950</box>
akashavani-photo-sign: ಆಕಾಶವಾಣಿ ರಾಯಚೂರು <box>319 1145 450 1164</box>
paragraph: ಚರ್ಚಿಸಲಾಗಿದೆ. ಕೇಂದ್ರದ ವಿವಿಧ ಯೋಜನೆಗಳ ಮೂಲಕ ಕ್ಷೇತ್ರದ ಅಭಿವೃದ್ಧಿಗೆ ಶ್ರಮಿಸಲಾಗುತ್ತಿದೆ. ತಾಲೂಕು ಗ್ಯಾರಂಟಿ ಯೋಜನೆ ಅನುಷ್ಠಾನ ಸಮಿತಿ ಅಧ್ಯಕ್ಷ, ಮುಖಂಡರು, ಗ್ರಾಮಸ್ಥರು ಉಪಸ್ಥಿತರಿದ್ದರು. <box>862 2220 1104 2263</box>
epaper-link[interactable]: › https://epaper.suddimoola.in <box>262 129 451 143</box>
paragraph: ಕಟ್ಟಡ, ಕುಡಿಯುವ ನೀರು ಸೇರಿದಂತೆ ಮೂಲಭೂತ ಸೌಕರ್ಯ ಕಲ್ಪಿಸಲು ಪ್ರಾಮಾಣಿಕ ಪ್ರಯತ್ನ ಮಾಡಲಾಗುವುದು. ಜನರ ಸಮಸ್ಯೆಗಳಿಗೆ ಸ್ಪಂದಿಸುವುದು ನಮ್ಮ ಕರ್ತವ್ಯ ಎಂದು ತಿಳಿಸಿದರು. <box>617 2220 851 2263</box>
akashavani-photo-bulls <box>233 1132 603 1360</box>
meeting-photo-icon <box>851 1059 1152 1280</box>
paragraph: ಬಸವಣ್ಣ : ನಿಜ್ಜ ನಿಜ್ಜ ಭಾವದ ಗುರುಲಿಂಗದಲ್ಲಿ ಪ್ರಾಯಶ್ಚಿತ್ತದ ಹೆಸರಿನಲ್ಲಿ ಪಡೆಯುವ ಭಕ್ತಿ ಮುಂತಾದುವುಗಳು ಎಂದು ಹೇಳುತ್ತಾರೆ. ಅಂದರೆ ಧರ್ಮದಲ್ಲಿ ಭಯದ ಬಗ್ಗೆ ತಿಳಿದುಕೊಳ್ಳಲು ಬಯಸುವ ಜನರಿಗೆ ಉತ್ತರ ನೀಡುತ್ತಾರೆ. <box>34 486 381 530</box>
lead-quote-by: - ಚಂದ್ರಶೇಖರ ದೊಡ್ಡಮನಿ, ಕ್ಷೇತ್ರ ಶಿಕ್ಷಣಾಧಿಕಾರಿ ಮಾನ್ವಿ-ಸಿರವಾರ <box>1076 505 1246 533</box>
meeting-hall-photo-icon <box>1161 1059 1471 1280</box>
paragraph: ಪೂಜ್ಯ ಪಾಪಿಗಳು ತಮ್ಮ ಬೆಳ್ಳಂಕಾರದ ಮನಸ್ಸಿನಿಂದ ಶಿವನನ್ನು ಪೂಜಿಸುತ್ತಾರೆ. ಅದು ನಿಜವಾದ ಶರಣರ ದಾರಿ. <box>34 536 381 564</box>
masthead-rule <box>34 171 1474 173</box>
paragraph: ಕೃಷಿ ಕಾರ್ಯಕ್ರಮಗಳ ಮೂಲಕ ಮನೆ ಮಾತಾಗಿದ್ದ ಆಕಾಶವಾಣಿ ಮುಖ್ಯಸ್ಥ ಡಾ.ವಿ.ಜಿ. ಬಾವಲತ್ತಿ ದಂಪತಿಯನ್ನು ಸನ್ಮಾನಿಸಲಾಯಿತು. ನಿವೃತ್ತ ಜಂಟಿ ಕೃಷಿ ನಿರ್ದೇಶಕರು, ಪ್ರಾಧ್ಯಾಪಕರು, ರೈತ ಮುಖಂಡರು ಹಾಗೂ ಅಭಿಮಾನಿಗಳು ಉಪಸ್ಥಿತರಿದ್ದರು. ಕಾರ್ಯಕ್ರಮದಲ್ಲಿ ಹಲವು ಗಣ್ಯರು ಮಾತನಾಡಿ ಬಾವಲತ್ತಿ ಅವರ ಸೇವೆಯನ್ನು ಸ್ಮರಿಸಿದರು. <box>615 1133 825 1223</box>
basava-author: - ಬಸವರಾಜ ಸ್ವಾಮಿ <box>200 284 370 307</box>
basava-subtitle: ಸತ್ಯ ಸಂವಾದ -563 <box>240 254 352 273</box>
